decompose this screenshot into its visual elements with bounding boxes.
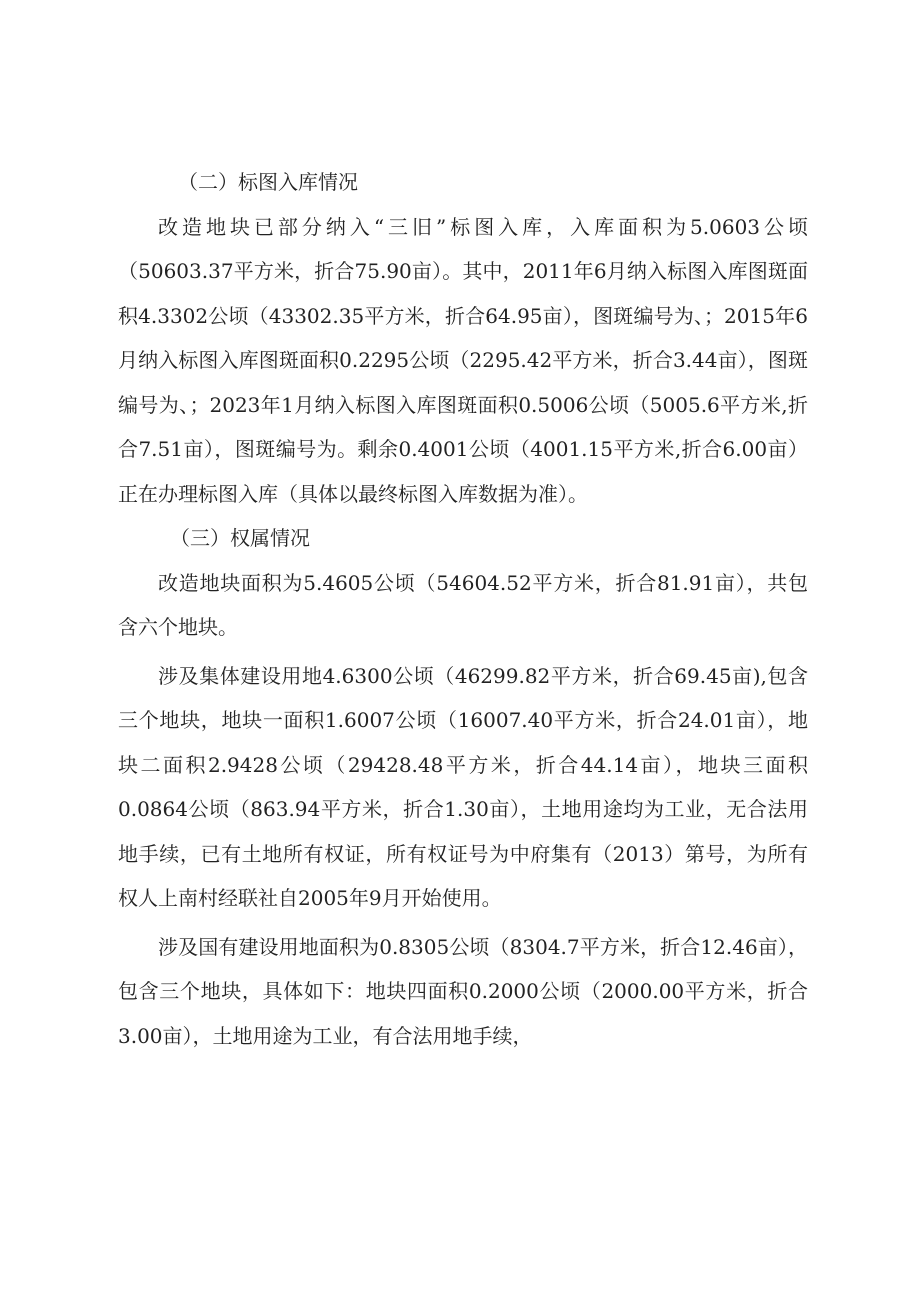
section-3-paragraph-3: 涉及国有建设用地面积为0.8305公顷（8304.7平方米，折合12.46亩），包含三个地块，具体如下：地块四面积0.2000公顷（2000.00平方米，折合3.00亩），土地用途为工业，有合法用地手续， — [118, 934, 808, 1048]
section-3-heading: （三）权属情况 — [170, 526, 310, 550]
section-2-heading: （二）标图入库情况 — [178, 170, 358, 194]
section-3-paragraph-2: 涉及集体建设用地4.6300公顷（46299.82平方米，折合69.45亩),包含三个地块，地块一面积1.6007公顷（16007.40平方米，折合24.01亩），地块二面积2.9428公顷（29428.48平方米，折合44.14亩），地块三面积0.0864公顷（863.94平方米，折合1.30亩），土地用途均为工业，无合法用地手续，已有土地所有权证，所有权证号为中府集有（2013）第号，为所有权人上南村经联社自2005年9月开始使用。 — [118, 663, 808, 910]
section-2-paragraph: 改造地块已部分纳入“三旧”标图入库，入库面积为5.0603公顷（50603.37平方米，折合75.90亩）。其中，2011年6月纳入标图入库图斑面积4.3302公顷（43302.35平方米，折合64.95亩），图斑编号为、；2015年6月纳入标图入库图斑面积0.2295公顷（2295.42平方米，折合3.44亩），图斑编号为、；2023年1月纳入标图入库图斑面积0.5006公顷（5005.6平方米,折合7.51亩），图斑编号为。剩余0.4001公顷（4001.15平方米,折合6.00亩）正在办理标图入库（具体以最终标图入库数据为准）。 — [118, 214, 808, 506]
section-3-paragraph-1: 改造地块面积为5.4605公顷（54604.52平方米，折合81.91亩），共包含六个地块。 — [118, 570, 808, 639]
document-body — [118, 160, 808, 1058]
